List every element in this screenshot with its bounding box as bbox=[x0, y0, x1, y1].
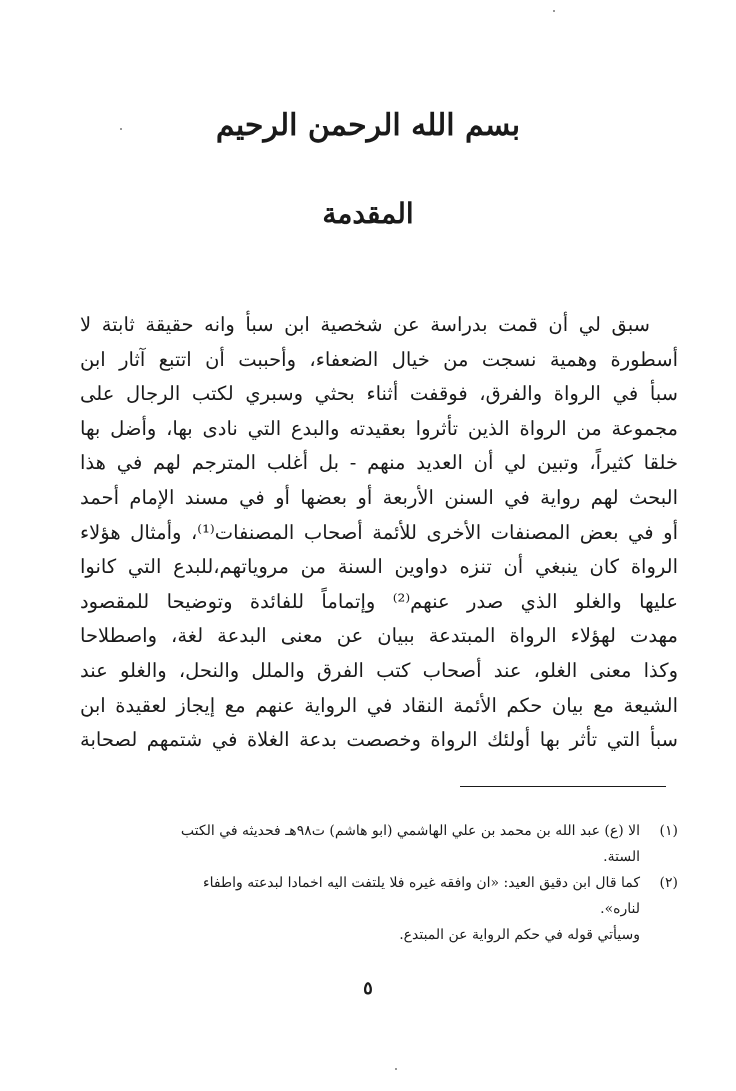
footnote-divider bbox=[460, 786, 666, 787]
footnotes-section bbox=[70, 818, 678, 948]
body-line: مهدت لهؤلاء الرواة المبتدعة ببيان عن معنى البدعة لغة، واصطلاحا bbox=[80, 624, 678, 648]
footnote-text: الا (ع) عبد الله بن محمد بن علي الهاشمي (ابو هاشم) ت٩٨هـ فحديثه في الكتب bbox=[180, 823, 640, 839]
body-line: الرواة كان ينبغي أن تنزه دواوين السنة من مروياتهم،للبدع التي كانوا bbox=[80, 555, 678, 579]
footnote-2 bbox=[70, 870, 678, 896]
footnote-extra-line: وسيأتي قوله في حكم الرواية عن المبتدع. bbox=[399, 927, 640, 943]
body-line: البحث لهم رواية في السنن الأربعة أو بعضها أو في مسند الإمام أحمد bbox=[80, 485, 678, 509]
body-line: أو في بعض المصنفات الأخرى للأئمة أصحاب المصنفات⁽¹⁾، وأمثال هؤلاء bbox=[80, 520, 679, 544]
body-line: مجموعة من الرواة الذين تأثروا بعقيدته والبدع التي نادى بها، وأضل بها bbox=[80, 416, 678, 440]
footnote-text: كما قال ابن دقيق العيد: «ان وافقه غيره فلا يلتفت اليه اخمادا لبدعته واطفاء bbox=[203, 875, 640, 891]
basmala-title: بسم الله الرحمن الرحيم bbox=[215, 108, 521, 143]
footnote-continuation: الستة. bbox=[603, 849, 640, 865]
body-line: وكذا معنى الغلو، عند أصحاب كتب الفرق والملل والنحل، والغلو عند bbox=[80, 658, 678, 682]
body-line: سبأ التي تأثر بها أولئك الرواة وخصصت بدعة الغلاة في شتمهم لصحابة bbox=[80, 728, 678, 752]
body-line: أسطورة وهمية نسجت من خيال الضعفاء، وأحببت أن اتتبع آثار ابن bbox=[80, 347, 678, 371]
footnote-number: (٢) bbox=[659, 875, 678, 891]
footnote-1 bbox=[70, 818, 678, 844]
body-line: الشيعة مع بيان حكم الأئمة النقاد في الرواية عنهم مع إيجاز لعقيدة ابن bbox=[80, 693, 678, 717]
body-line: سبق لي أن قمت بدراسة عن شخصية ابن سبأ وانه حقيقة ثابتة لا bbox=[80, 313, 650, 336]
footnote-continuation: لناره». bbox=[600, 901, 640, 917]
scan-speck bbox=[120, 128, 122, 130]
scan-speck bbox=[395, 1068, 397, 1070]
body-paragraph bbox=[80, 308, 678, 758]
body-line: خلقا كثيراً، وتبين لي أن العديد منهم - بل أغلب المترجم لهم في هذا bbox=[80, 451, 678, 475]
scan-speck bbox=[553, 10, 555, 12]
body-line: سبأ في الرواة والفرق، فوقفت أثناء بحثي وسبري لكتب الرجال على bbox=[80, 382, 678, 406]
section-heading: المقدمة bbox=[322, 197, 414, 230]
page-number: ٥ bbox=[363, 978, 373, 999]
footnote-number: (١) bbox=[659, 823, 678, 839]
body-line: عليها والغلو الذي صدر عنهم⁽²⁾ وإتماماً للفائدة وتوضيحا للمقصود bbox=[80, 589, 678, 613]
